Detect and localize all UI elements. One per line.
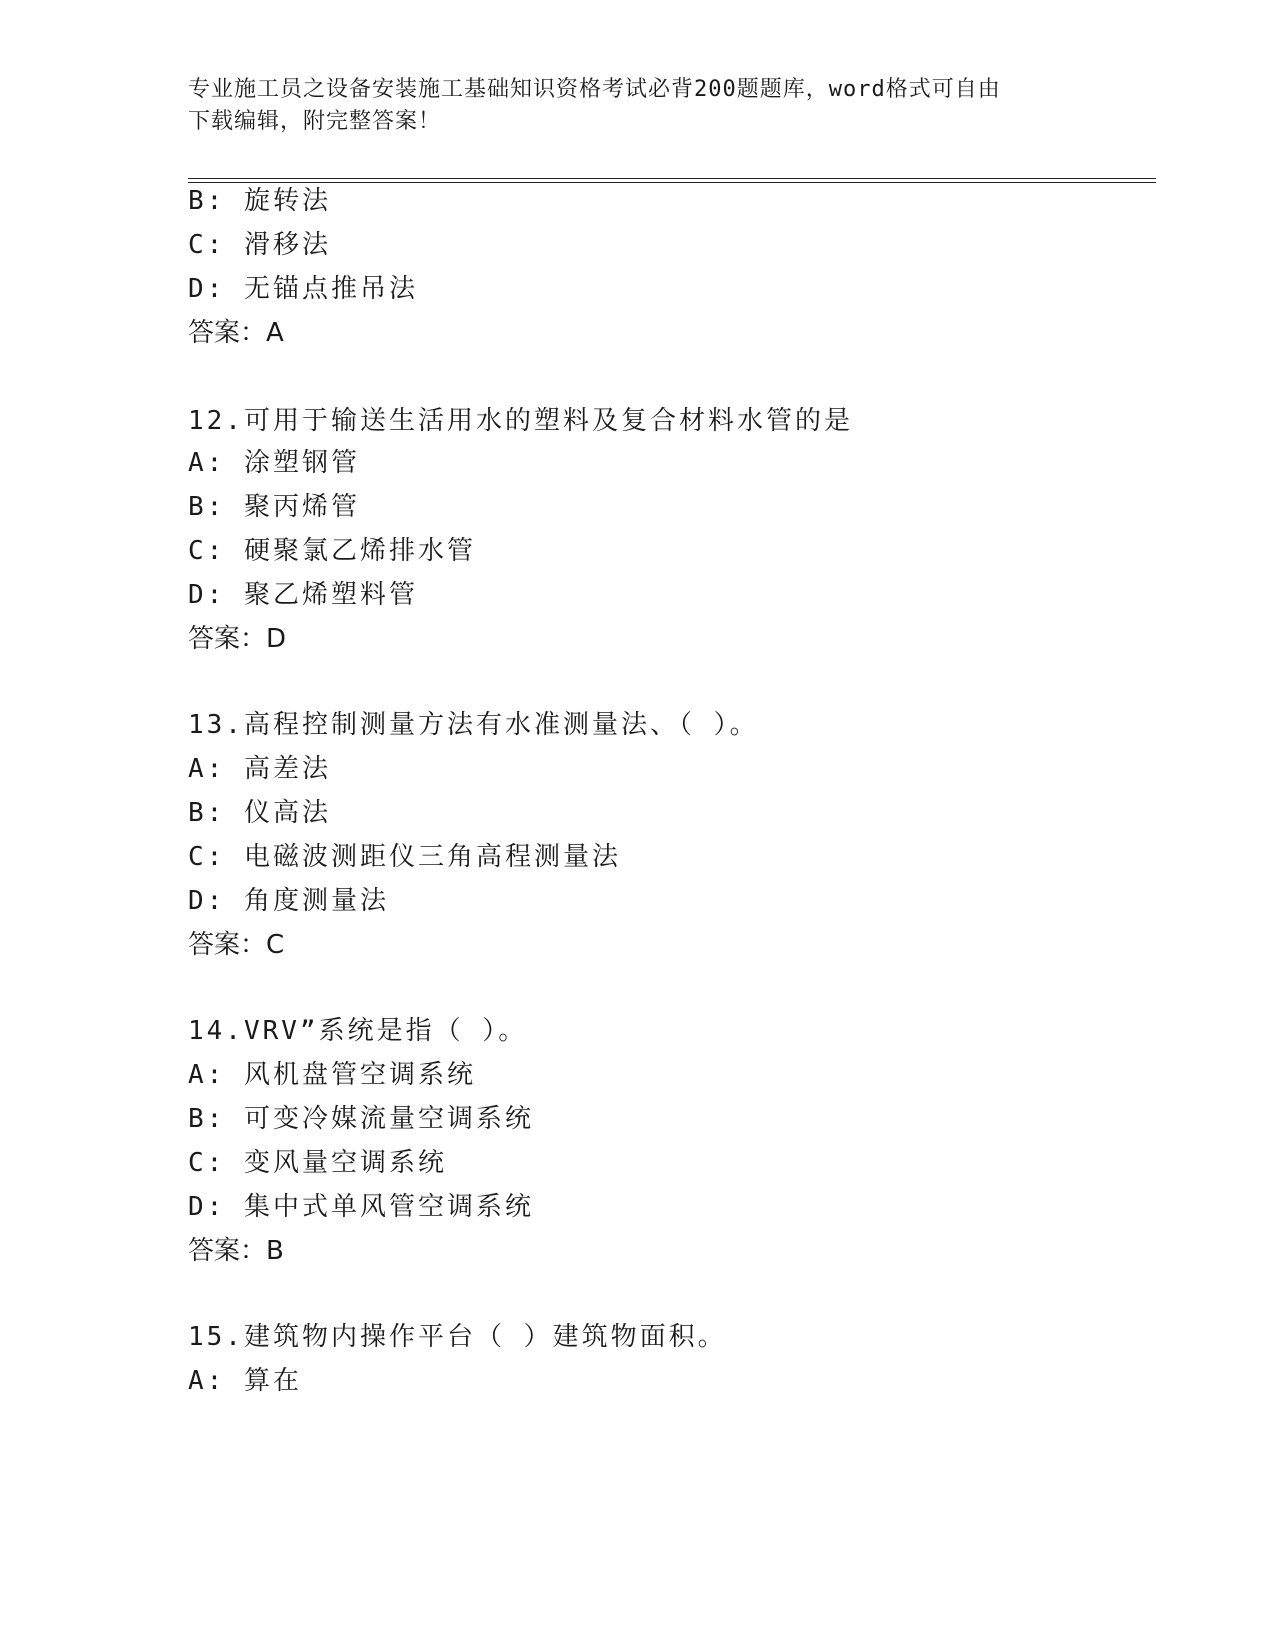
question-line: 13.高程控制测量方法有水准测量法、（ ）。 <box>188 710 759 740</box>
option-line: C: 电磁波测距仪三角高程测量法 <box>188 842 621 872</box>
option-line: A: 风机盘管空调系统 <box>188 1060 476 1090</box>
question-line: 15.建筑物内操作平台（ ）建筑物面积。 <box>188 1322 727 1352</box>
question-line: 14.VRV”系统是指（ ）。 <box>188 1016 528 1046</box>
option-line: D: 聚乙烯塑料管 <box>188 580 418 610</box>
option-line: B: 可变冷媒流量空调系统 <box>188 1104 534 1134</box>
header-divider-top <box>188 178 1156 179</box>
header-title-line-2: 下载编辑，附完整答案！ <box>188 109 442 134</box>
header-title-line-1: 专业施工员之设备安装施工基础知识资格考试必背200题题库，word格式可自由 <box>188 77 1001 102</box>
header-divider-bottom <box>188 182 1156 183</box>
answer-line: 答案：B <box>188 1236 284 1266</box>
question-line: 12.可用于输送生活用水的塑料及复合材料水管的是 <box>188 406 853 436</box>
answer-line: 答案：D <box>188 624 287 654</box>
option-line: A: 涂塑钢管 <box>188 448 360 478</box>
option-line: C: 硬聚氯乙烯排水管 <box>188 536 476 566</box>
option-line: B: 旋转法 <box>188 186 331 216</box>
option-line: B: 仪高法 <box>188 798 331 828</box>
answer-line: 答案：A <box>188 318 284 348</box>
document-header <box>188 74 1088 138</box>
option-line: D: 角度测量法 <box>188 886 389 916</box>
option-line: B: 聚丙烯管 <box>188 492 360 522</box>
option-line: C: 变风量空调系统 <box>188 1148 447 1178</box>
option-line: D: 无锚点推吊法 <box>188 274 418 304</box>
option-line: C: 滑移法 <box>188 230 331 260</box>
answer-line: 答案：C <box>188 930 285 960</box>
option-line: D: 集中式单风管空调系统 <box>188 1192 534 1222</box>
option-line: A: 算在 <box>188 1366 302 1396</box>
option-line: A: 高差法 <box>188 754 331 784</box>
